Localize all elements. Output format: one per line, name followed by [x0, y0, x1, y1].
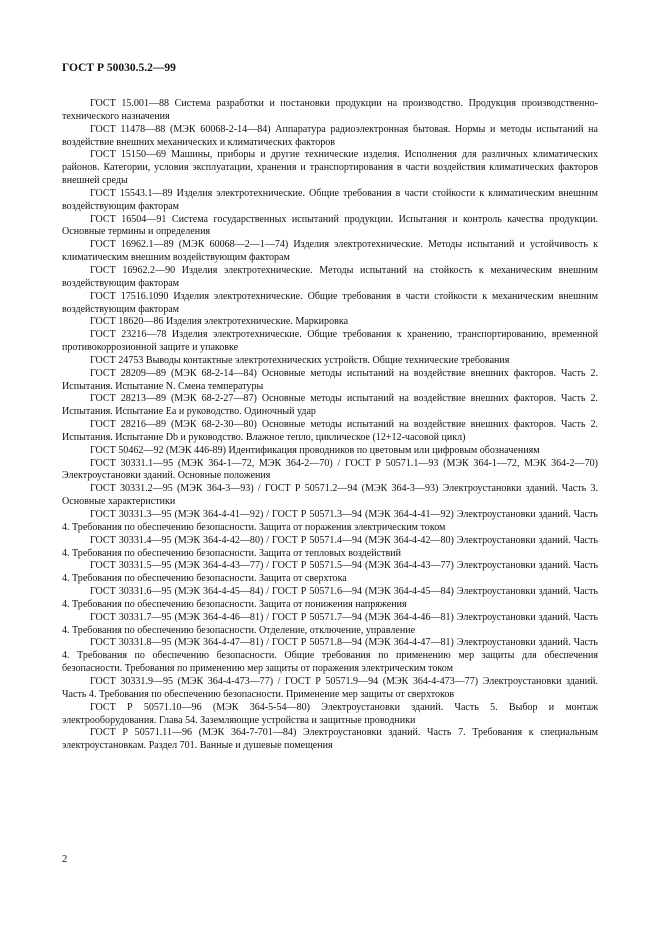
reference-item: ГОСТ 15.001—88 Система разработки и постановки продукции на производство. Продукция производственно-технического назначения [62, 98, 598, 122]
reference-item: ГОСТ 11478—88 (МЭК 60068-2-14—84) Аппаратура радиоэлектронная бытовая. Нормы и методы испытаний на воздействие внешних механических и климатических факторов [62, 123, 598, 148]
reference-item: ГОСТ 30331.6—95 (МЭК 364-4-45—84) / ГОСТ Р 50571.6—94 (МЭК 364-4-45—84) Электроустановки зданий. Часть 4. Требования по обеспечению безопасности. Защита от понижения напряжения [62, 586, 598, 610]
reference-item: ГОСТ 16962.2—90 Изделия электротехнические. Методы испытаний на стойкость к механическим внешним воздействующим факторам [62, 264, 598, 289]
reference-item: ГОСТ 28213—89 (МЭК 68-2-27—87) Основные методы испытаний на воздействие внешних факторов. Часть 2. Испытания. Испытание Ea и руководство. Одиночный удар [62, 393, 598, 418]
references-list [62, 98, 598, 753]
reference-item: ГОСТ 23216—78 Изделия электротехнические. Общие требования к хранению, транспортированию, временной противокоррозионной защите и упаковке [62, 329, 598, 354]
reference-item: ГОСТ 16962.1—89 (МЭК 60068—2—1—74) Изделия электротехнические. Методы испытаний и устойчивость к климатическим внешним воздействующим факторам [62, 239, 598, 264]
reference-item: ГОСТ 28209—89 (МЭК 68-2-14—84) Основные методы испытаний на воздействие внешних факторов. Часть 2. Испытания. Испытание N. Смена температуры [62, 367, 598, 392]
document-header: ГОСТ Р 50030.5.2—99 [62, 62, 176, 74]
reference-item: ГОСТ 30331.3—95 (МЭК 364-4-41—92) / ГОСТ Р 50571.3—94 (МЭК 364-4-41—92) Электроустановки зданий. Часть 4. Требования по обеспечению безопасности. Защита от поражения электрическим током [62, 509, 598, 533]
reference-item: ГОСТ 24753 Выводы контактные электротехнических устройств. Общие технические требования [90, 354, 510, 366]
reference-item: ГОСТ Р 50571.11—96 (МЭК 364-7-701—84) Электроустановки зданий. Часть 7. Требования к специальным электроустановкам. Раздел 701. Ванные и душевые помещения [62, 727, 598, 752]
reference-item: ГОСТ 30331.2—95 (МЭК 364-3—93) / ГОСТ Р 50571.2—94 (МЭК 364-3—93) Электроустановки зданий. Часть 3. Основные характеристики [62, 483, 598, 508]
reference-item: ГОСТ 30331.5—95 (МЭК 364-4-43—77) / ГОСТ Р 50571.5—94 (МЭК 364-4-43—77) Электроустановки зданий. Часть 4. Требования по обеспечению безопасности. Защита от сверхтока [62, 560, 598, 585]
reference-item: ГОСТ 30331.7—95 (МЭК 364-4-46—81) / ГОСТ Р 50571.7—94 (МЭК 364-4-46—81) Электроустановки зданий. Часть 4. Требования по обеспечению безопасности. Отделение, отключение, управление [62, 611, 598, 636]
reference-item: ГОСТ 30331.1—95 (МЭК 364-1—72, МЭК 364-2—70) / ГОСТ Р 50571.1—93 (МЭК 364-1—72, МЭК 364-2—70) Электроустановки зданий. Основные положения [62, 457, 598, 482]
reference-item: ГОСТ 30331.8—95 (МЭК 364-4-47—81) / ГОСТ Р 50571.8—94 (МЭК 364-4-47—81) Электроустановки зданий. Часть 4. Требования по обеспечению безопасности. Общие требования по применению мер защиты для обеспечения безопасности. Требования по применению мер защиты от поражения электрическим током [62, 637, 598, 675]
reference-item: ГОСТ 28216—89 (МЭК 68-2-30—80) Основные методы испытаний на воздействие внешних факторов. Часть 2. Испытания. Испытание Db и руководство. Влажное тепло, циклическое (12+12-часовой цикл) [62, 419, 598, 443]
page-number: 2 [62, 854, 68, 865]
reference-item: ГОСТ 15543.1—89 Изделия электротехнические. Общие требования в части стойкости к климатическим внешним воздействующим факторам [62, 187, 598, 212]
reference-item: ГОСТ 30331.9—95 (МЭК 364-4-473—77) / ГОСТ Р 50571.9—94 (МЭК 364-4-473—77) Электроустановки зданий. Часть 4. Требования по обеспечению безопасности. Применение мер защиты от сверхтоков [62, 675, 598, 700]
reference-item: ГОСТ 18620—86 Изделия электротехнические. Маркировка [90, 316, 349, 328]
reference-item: ГОСТ 16504—91 Система государственных испытаний продукции. Испытания и контроль качества продукции. Основные термины и определения [62, 213, 598, 238]
reference-item: ГОСТ 15150—69 Машины, приборы и другие технические изделия. Исполнения для различных климатических районов. Категории, условия эксплуатации, хранения и транспортирования в части воздействия климатических факторов внешней среды [62, 149, 598, 187]
reference-item: ГОСТ Р 50571.10—96 (МЭК 364-5-54—80) Электроустановки зданий. Часть 5. Выбор и монтаж электрооборудования. Глава 54. Заземляющие устройства и защитные проводники [62, 701, 598, 726]
reference-item: ГОСТ 50462—92 (МЭК 446-89) Идентификация проводников по цветовым или цифровым обозначениям [90, 444, 540, 456]
reference-item: ГОСТ 30331.4—95 (МЭК 364-4-42—80) / ГОСТ Р 50571.4—94 (МЭК 364-4-42—80) Электроустановки зданий. Часть 4. Требования по обеспечению безопасности. Защита от тепловых воздействий [62, 534, 598, 559]
reference-item: ГОСТ 17516.1090 Изделия электротехнические. Общие требования в части стойкости к механическим внешним воздействующим факторам [62, 290, 598, 315]
